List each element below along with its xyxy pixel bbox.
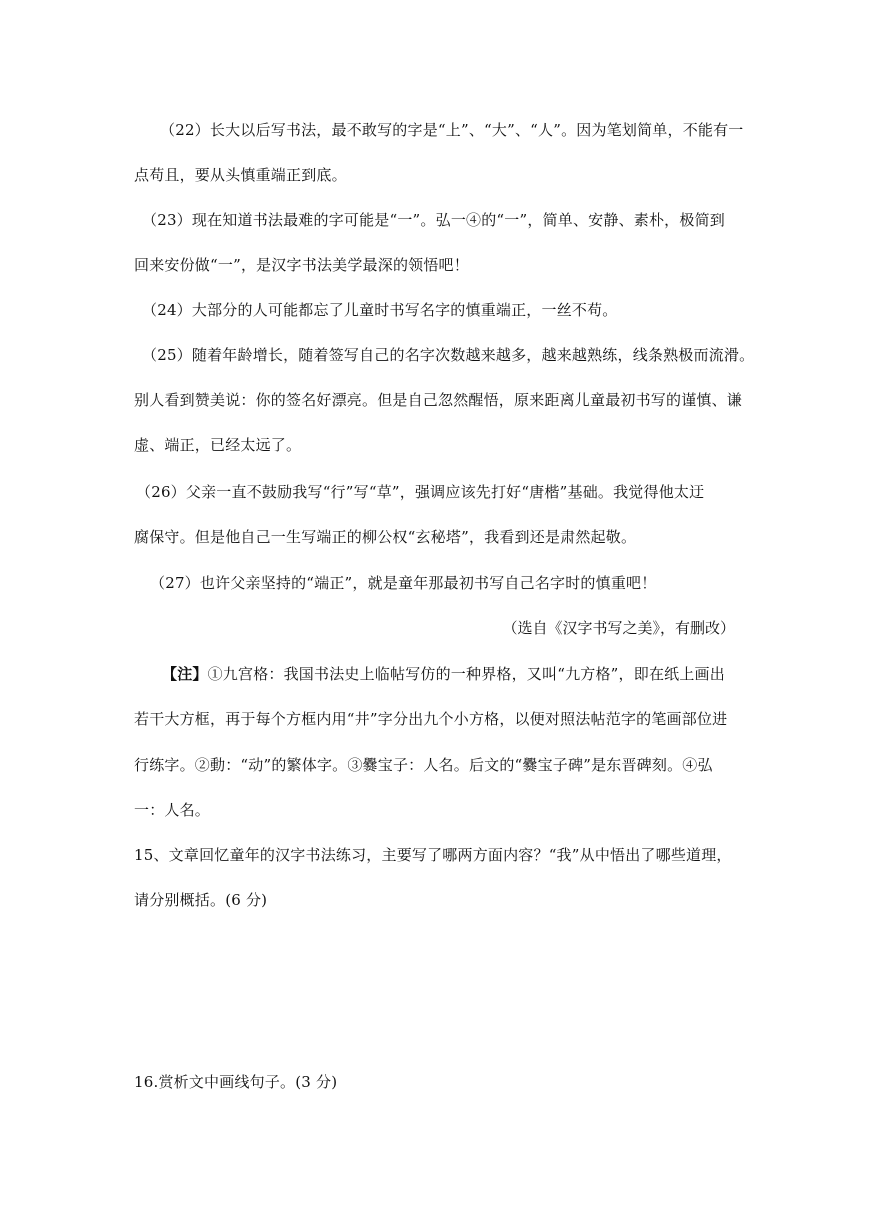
note-line-1-text: ①九宫格：我国书法史上临帖写仿的一种界格，又叫“九方格”，即在纸上画出 [207, 665, 725, 683]
paragraph-23-line-2: 回来安份做“一”，是汉字书法美学最深的领悟吧！ [134, 256, 469, 274]
note-line-4: 一：人名。 [134, 801, 211, 819]
paragraph-26-line-1: （26）父亲一直不鼓励我写“行”写“草”，强调应该先打好“唐楷”基础。我觉得他太迂 [136, 483, 705, 501]
question-15-line-2: 请分别概括。(6 分) [134, 891, 268, 909]
paragraph-24-line-1: （24）大部分的人可能都忘了儿童时书写名字的慎重端正，一丝不苟。 [142, 301, 618, 319]
note-line-3: 行练字。②動：“动”的繁体字。③爨宝子：人名。后文的“爨宝子碑”是东晋碑刻。④弘 [134, 756, 713, 774]
note-line-2: 若干大方框，再于每个方框内用“井”字分出九个小方格，以便对照法帖范字的笔画部位进 [134, 710, 728, 728]
paragraph-26-line-2: 腐保守。但是他自己一生写端正的柳公权“玄秘塔”，我看到还是肃然起敬。 [134, 528, 637, 546]
paragraph-22-line-1: （22）长大以后写书法，最不敢写的字是“上”、“大”、“人”。因为笔划简单，不能有一 [160, 121, 744, 139]
question-16-line-1: 16.赏析文中画线句子。(3 分) [134, 1073, 338, 1091]
paragraph-27-line-1: （27）也许父亲坚持的“端正”，就是童年那最初书写自己名字时的慎重吧！ [150, 574, 657, 592]
paragraph-25-line-1: （25）随着年龄增长，随着签写自己的名字次数越来越多，越来越熟练，线条熟极而流滑。 [142, 346, 755, 364]
question-15-line-1: 15、文章回忆童年的汉字书法练习，主要写了哪两方面内容？“我”从中悟出了哪些道理， [134, 846, 732, 864]
source-citation: （选自《汉字书写之美》，有删改） [502, 619, 735, 637]
note-label: 【注】 [162, 665, 208, 683]
paragraph-25-line-2: 别人看到赞美说：你的签名好漂亮。但是自己忽然醒悟，原来距离儿童最初书写的谨慎、谦 [134, 391, 743, 409]
paragraph-25-line-3: 虚、端正，已经太远了。 [134, 436, 302, 454]
note-line-1 [162, 664, 725, 684]
paragraph-22-line-2: 点苟且，要从头慎重端正到底。 [134, 166, 347, 184]
paragraph-23-line-1: （23）现在知道书法最难的字可能是“一”。弘一④的“一”，简单、安静、素朴，极简到 [142, 211, 725, 229]
